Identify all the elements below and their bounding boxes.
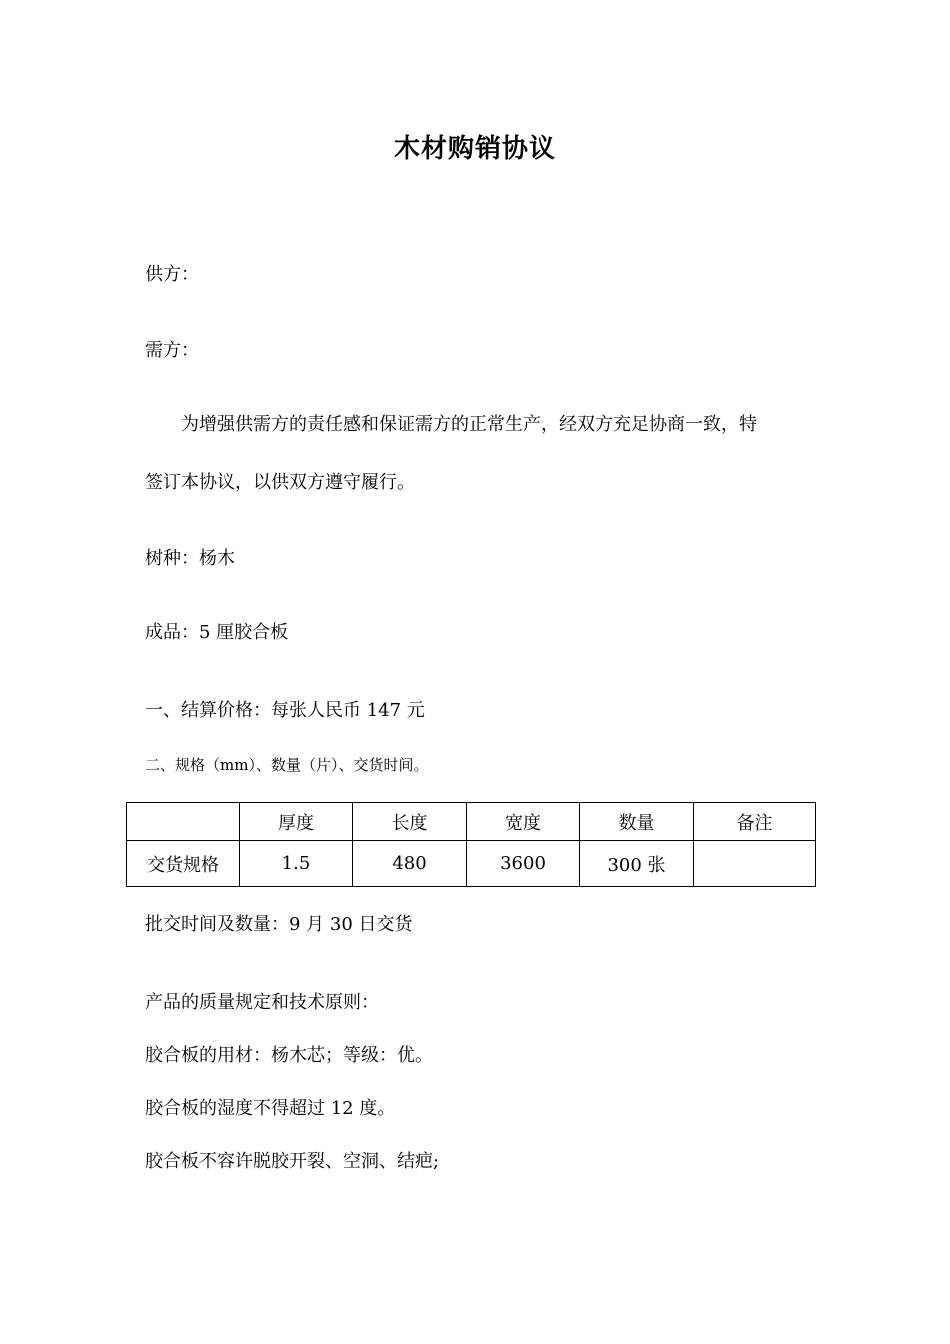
intro-line-1: 为增强供需方的责任感和保证需方的正常生产，经双方充足协商一致，特 bbox=[181, 414, 757, 435]
table-header-cell bbox=[127, 803, 240, 841]
quality-item: 胶合板的用材：杨木芯；等级：优。 bbox=[145, 1045, 433, 1066]
quality-item: 胶合板的湿度不得超过 12 度。 bbox=[145, 1098, 396, 1119]
table-cell: 300 张 bbox=[580, 841, 694, 887]
table-header-cell: 数量 bbox=[580, 803, 694, 841]
table-header-cell: 长度 bbox=[353, 803, 467, 841]
table-header-cell: 厚度 bbox=[240, 803, 353, 841]
product-line: 成品：5 厘胶合板 bbox=[145, 622, 289, 643]
quality-item: 胶合板不容许脱胶开裂、空洞、结疤; bbox=[145, 1151, 440, 1172]
delivery-line: 批交时间及数量：9 月 30 日交货 bbox=[145, 914, 413, 935]
buyer-label: 需方： bbox=[145, 340, 199, 361]
quality-heading: 产品的质量规定和技术原则： bbox=[145, 992, 379, 1013]
table-cell: 交货规格 bbox=[127, 841, 240, 887]
table-cell: 3600 bbox=[467, 841, 580, 887]
table-header-cell: 备注 bbox=[694, 803, 816, 841]
table-row bbox=[127, 841, 816, 887]
supplier-label: 供方： bbox=[145, 264, 199, 285]
document-title: 木材购销协议 bbox=[393, 134, 556, 164]
spec-table bbox=[126, 802, 816, 887]
table-cell: 1.5 bbox=[240, 841, 353, 887]
price-line: 一、结算价格：每张人民币 147 元 bbox=[145, 700, 425, 721]
table-header-cell: 宽度 bbox=[467, 803, 580, 841]
species-line: 树种：杨木 bbox=[145, 548, 235, 569]
table-header-row bbox=[127, 803, 816, 841]
spec-heading: 二、规格（mm）、数量（片）、交货时间。 bbox=[145, 756, 429, 774]
intro-line-2: 签订本协议，以供双方遵守履行。 bbox=[145, 472, 415, 493]
table-cell bbox=[694, 841, 816, 887]
table-cell: 480 bbox=[353, 841, 467, 887]
